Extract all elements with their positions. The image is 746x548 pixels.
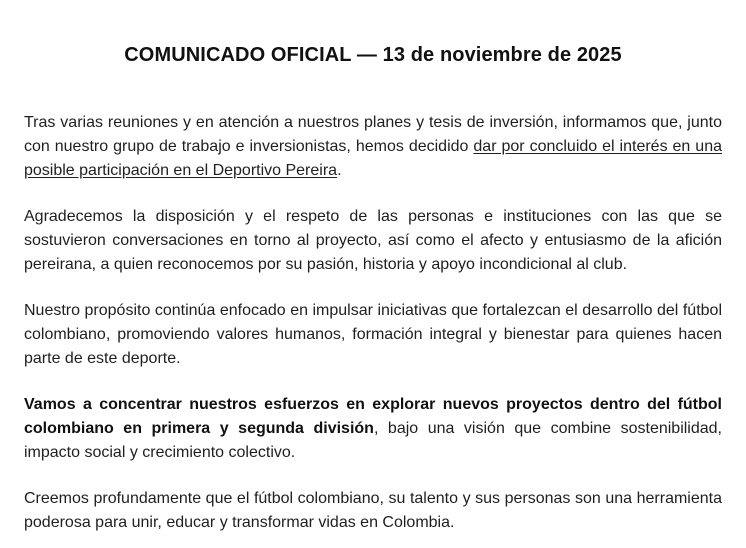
paragraph-purpose: Nuestro propósito continúa enfocado en impulsar iniciativas que fortalezcan el desarrollo del fútbol colombiano, promoviendo valores humanos, formación integral y bienestar para quienes hacen parte de este deporte. (24, 302, 722, 367)
document-title: COMUNICADO OFICIAL — 13 de noviembre de 2025 (124, 44, 622, 66)
paragraph-announcement (24, 111, 722, 183)
paragraph-gratitude: Agradecemos la disposición y el respeto de las personas e instituciones con las que se sostuvieron conversaciones en torno al proyecto, así como el afecto y entusiasmo de la afición pereirana, a quien reconocemos por su pasión, historia y apoyo incondicional al club. (24, 208, 722, 273)
underlined-decision-text: dar por concluido el interés en una posible participación en el Deportivo Pereira (24, 138, 722, 179)
paragraph-announcement-text: Tras varias reuniones y en atención a nuestros planes y tesis de inversión, informamos que, junto con nuestro grupo de trabajo e inversionistas, hemos decidido (24, 114, 722, 155)
paragraph-focus (24, 393, 722, 465)
paragraph-announcement-end: . (337, 162, 342, 179)
paragraph-belief: Creemos profundamente que el fútbol colombiano, su talento y sus personas son una herramienta poderosa para unir, educar y transformar vidas en Colombia. (24, 490, 722, 531)
paragraph-focus-text: , bajo una visión que combine sostenibilidad, impacto social y crecimiento colectivo. (24, 420, 723, 461)
bold-focus-text: Vamos a concentrar nuestros esfuerzos en explorar nuevos proyectos dentro del fútbol colombiano en primera y segunda división (24, 396, 722, 437)
